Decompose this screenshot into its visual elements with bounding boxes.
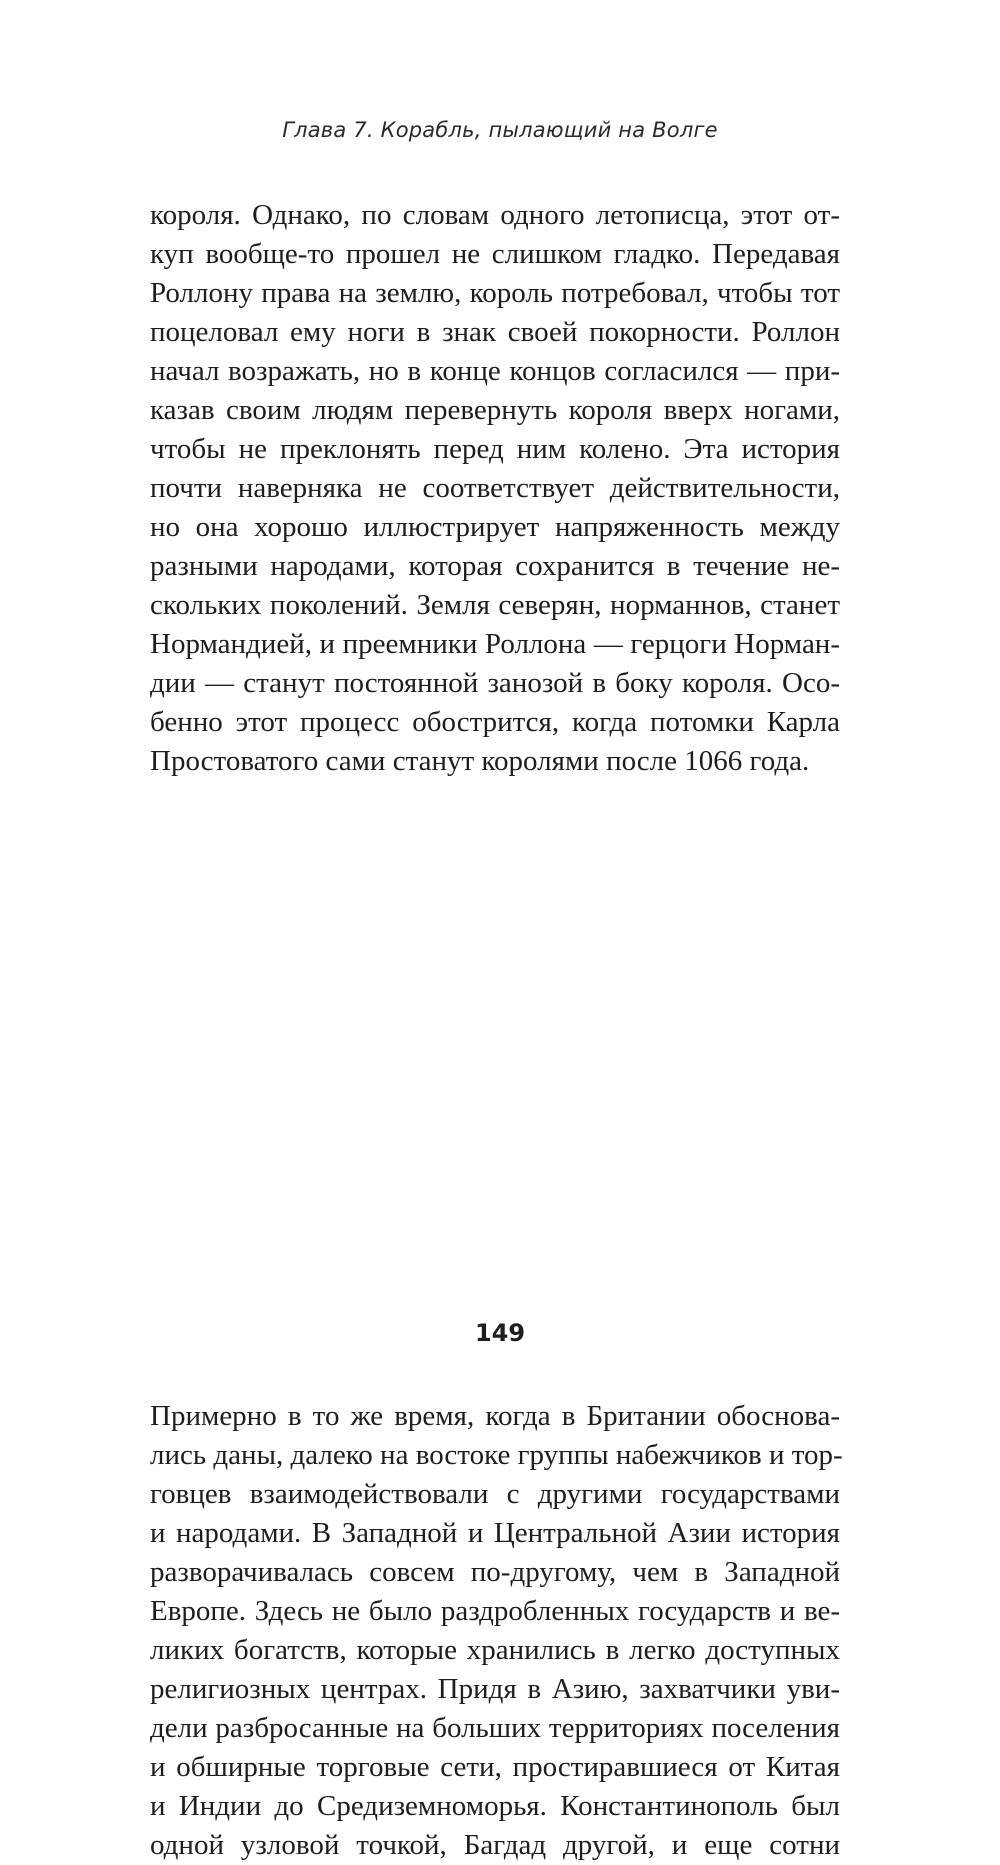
text-line: и обширные торговые сети, простиравшиеся от Китая	[150, 1751, 840, 1783]
text-line: разворачивалась совсем по-другому, чем в Западной	[150, 1556, 840, 1588]
text-line: Простоватого сами станут королями после 1066 года.	[150, 745, 810, 777]
running-header: Глава 7. Корабль, пылающий на Волге	[282, 118, 718, 142]
text-line: чтобы не преклонять перед ним колено. Эта история	[150, 433, 840, 465]
text-line: поцеловал ему ноги в знак своей покорности. Роллон	[150, 316, 840, 348]
text-line: Примерно в то же время, когда в Британии обоснова-	[150, 1400, 840, 1432]
text-line: ликих богатств, которые хранились в легко доступных	[150, 1634, 840, 1666]
text-line: но она хорошо иллюстрирует напряженность между	[150, 511, 840, 543]
text-line: Нормандией, и преемники Роллона — герцоги Норман-	[150, 628, 840, 660]
text-line: скольких поколений. Земля северян, норманнов, станет	[150, 589, 840, 621]
page-number: 149	[474, 1319, 526, 1347]
paragraph-1	[150, 196, 840, 781]
text-line: бенно этот процесс обострится, когда потомки Карла	[150, 706, 840, 738]
text-line: разными народами, которая сохранится в течение не-	[150, 550, 840, 582]
text-line: религиозных центрах. Придя в Азию, захватчики уви-	[150, 1673, 840, 1705]
text-line: куп вообще-то прошел не слишком гладко. Передавая	[150, 238, 840, 270]
text-line: казав своим людям перевернуть короля вверх ногами,	[150, 394, 840, 426]
text-line: почти наверняка не соответствует действительности,	[150, 472, 840, 504]
text-line: Роллону права на землю, король потребовал, чтобы тот	[150, 277, 840, 309]
text-line: Европе. Здесь не было раздробленных государств и ве-	[150, 1595, 840, 1627]
paragraph-2	[150, 1397, 843, 1865]
text-line: лись даны, далеко на востоке группы набежчиков и тор-	[150, 1439, 843, 1471]
text-line: и народами. В Западной и Центральной Азии история	[150, 1517, 840, 1549]
text-line: одной узловой точкой, Багдад другой, и еще сотни	[150, 1829, 840, 1861]
text-line: короля. Однако, по словам одного летописца, этот от-	[150, 199, 840, 231]
text-line: и Индии до Средиземноморья. Константинополь был	[150, 1790, 840, 1822]
text-line: говцев взаимодействовали с другими государствами	[150, 1478, 840, 1510]
text-line: дии — станут постоянной занозой в боку короля. Осо-	[150, 667, 840, 699]
text-line: начал возражать, но в конце концов согласился — при-	[150, 355, 840, 387]
text-line: дели разбросанные на больших территориях поселения	[150, 1712, 840, 1744]
